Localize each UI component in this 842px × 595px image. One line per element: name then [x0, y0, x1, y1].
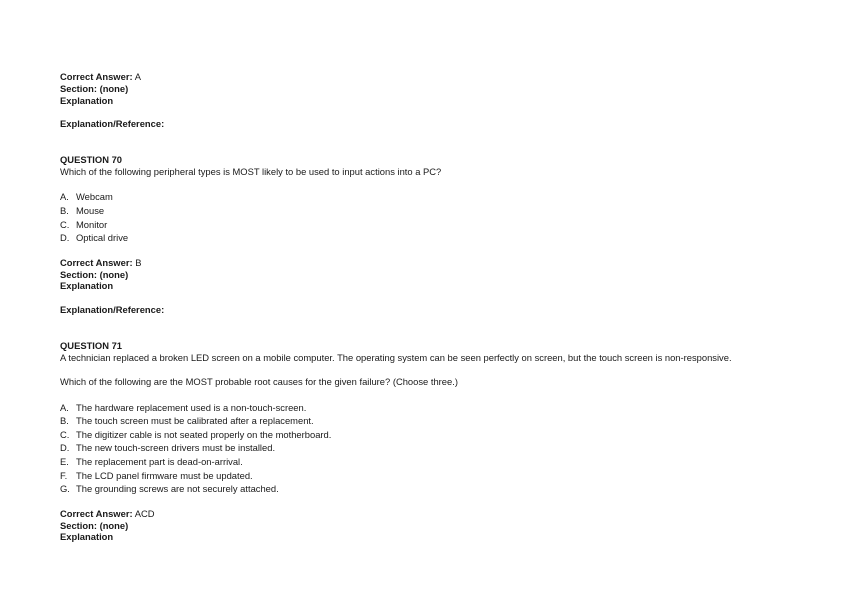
option-item: [60, 231, 820, 245]
option-letter: E.: [60, 455, 69, 467]
option-letter: C.: [60, 428, 70, 440]
option-text: Mouse: [76, 204, 105, 216]
option-text: Optical drive: [76, 232, 129, 244]
section-label: Section: (none): [60, 519, 129, 531]
option-text: The grounding screws are not securely attached.: [76, 483, 279, 495]
options-list: [60, 190, 820, 244]
option-text: The touch screen must be calibrated after a replacement.: [76, 415, 314, 427]
explanation-label: Explanation: [60, 531, 114, 543]
section-label: Section: (none): [60, 268, 129, 280]
option-item: [60, 428, 820, 442]
option-item: [60, 218, 820, 232]
explanation-reference-label: Explanation/Reference:: [60, 118, 165, 130]
option-text: The new touch-screen drivers must be installed.: [76, 442, 276, 454]
question-title: QUESTION 70: [60, 154, 122, 166]
explanation-label: Explanation: [60, 280, 114, 292]
option-text: The hardware replacement used is a non-touch-screen.: [76, 401, 307, 413]
question-subtext: Which of the following are the MOST probable root causes for the given failure? (Choose three.): [60, 376, 458, 388]
option-letter: C.: [60, 218, 70, 230]
option-letter: B.: [60, 204, 69, 216]
option-letter: A.: [60, 401, 69, 413]
document-page: [60, 71, 820, 543]
question-title: QUESTION 71: [60, 339, 122, 351]
explanation-label: Explanation: [60, 94, 114, 106]
option-text: The replacement part is dead-on-arrival.: [76, 455, 243, 467]
option-item: [60, 414, 820, 428]
option-text: The digitizer cable is not seated properly on the motherboard.: [76, 428, 332, 440]
correct-answer-value: A: [134, 71, 141, 82]
option-text: Webcam: [76, 191, 113, 203]
option-letter: D.: [60, 442, 70, 454]
option-letter: B.: [60, 415, 69, 427]
option-item: [60, 455, 820, 469]
option-item: [60, 190, 820, 204]
explanation-reference-label: Explanation/Reference:: [60, 304, 165, 316]
question-text: A technician replaced a broken LED screen on a mobile computer. The operating system can be seen perfectly on screen, but the touch screen is non-responsive.: [60, 351, 732, 363]
correct-answer-line: [60, 257, 820, 269]
correct-answer-label: Correct Answer:: [60, 256, 133, 268]
option-text: Monitor: [76, 218, 108, 230]
question-text: Which of the following peripheral types is MOST likely to be used to input actions into a PC?: [60, 165, 442, 177]
correct-answer-value: B: [135, 256, 142, 268]
option-letter: A.: [60, 191, 69, 203]
correct-answer-line: [60, 508, 820, 520]
option-item: [60, 441, 820, 455]
option-text: The LCD panel firmware must be updated.: [76, 469, 253, 481]
correct-answer-value: ACD: [134, 507, 155, 519]
option-item: [60, 469, 820, 483]
option-item: [60, 482, 820, 496]
correct-answer-label: Correct Answer:: [60, 71, 133, 82]
option-letter: D.: [60, 232, 70, 244]
correct-answer-label: Correct Answer:: [60, 507, 133, 519]
option-letter: G.: [60, 483, 70, 495]
option-item: [60, 401, 820, 415]
section-label: Section: (none): [60, 82, 129, 94]
options-list: [60, 401, 820, 496]
option-letter: F.: [60, 469, 68, 481]
option-item: [60, 204, 820, 218]
correct-answer-line: [60, 71, 820, 83]
